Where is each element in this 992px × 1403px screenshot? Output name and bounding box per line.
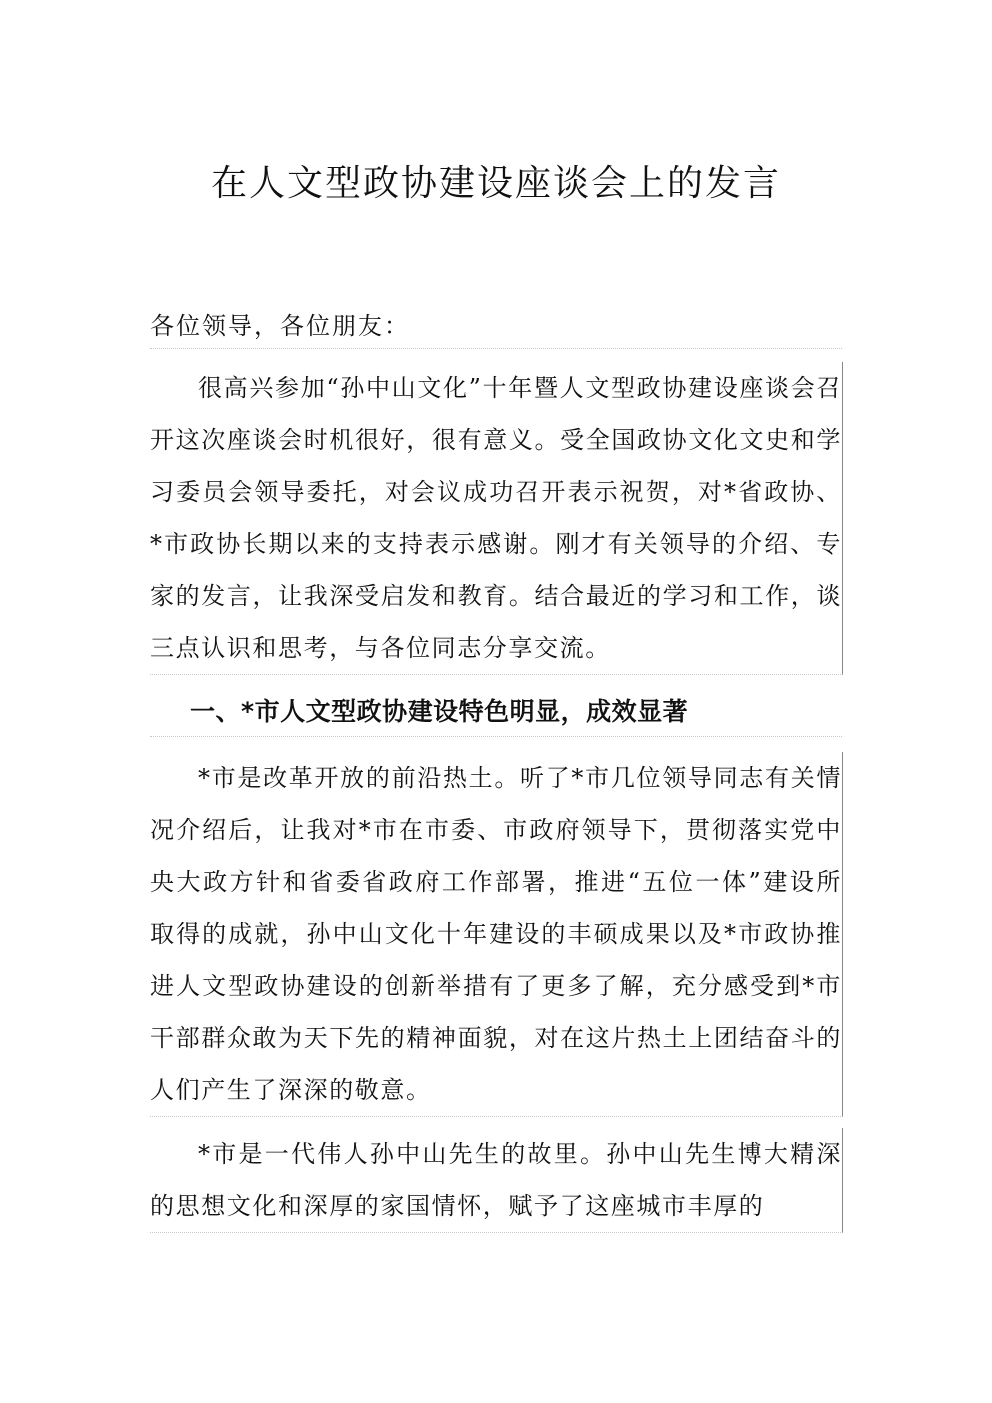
document-title: 在人文型政协建设座谈会上的发言 [210, 163, 781, 204]
paragraph-hometown: *市是一代伟人孙中山先生的故里。孙中山先生博大精深的思想文化和深厚的家国情怀，赋予了这座城市丰厚的 [150, 1128, 843, 1233]
paragraph-reform: *市是改革开放的前沿热土。听了*市几位领导同志有关情况介绍后，让我对*市在市委、市政府领导下，贯彻落实党中央大政方针和省委省政府工作部署，推进“五位一体”建设所取得的成就，孙中山文化十年建设的丰硕成果以及*市政协推进人文型政协建设的创新举措有了更多了解，充分感受到*市干部群众敢为天下先的精神面貌，对在这片热土上团结奋斗的人们产生了深深的敬意。 [150, 752, 843, 1117]
section-heading: 一、*市人文型政协建设特色明显，成效显著 [150, 688, 842, 737]
salutation: 各位领导，各位朋友： [150, 304, 842, 349]
paragraph-intro: 很高兴参加“孙中山文化”十年暨人文型政协建设座谈会召开这次座谈会时机很好，很有意义。受全国政协文化文史和学习委员会领导委托，对会议成功召开表示祝贺，对*省政协、*市政协长期以来的支持表示感谢。刚才有关领导的介绍、专家的发言，让我深受启发和教育。结合最近的学习和工作，谈三点认识和思考，与各位同志分享交流。 [150, 362, 843, 675]
